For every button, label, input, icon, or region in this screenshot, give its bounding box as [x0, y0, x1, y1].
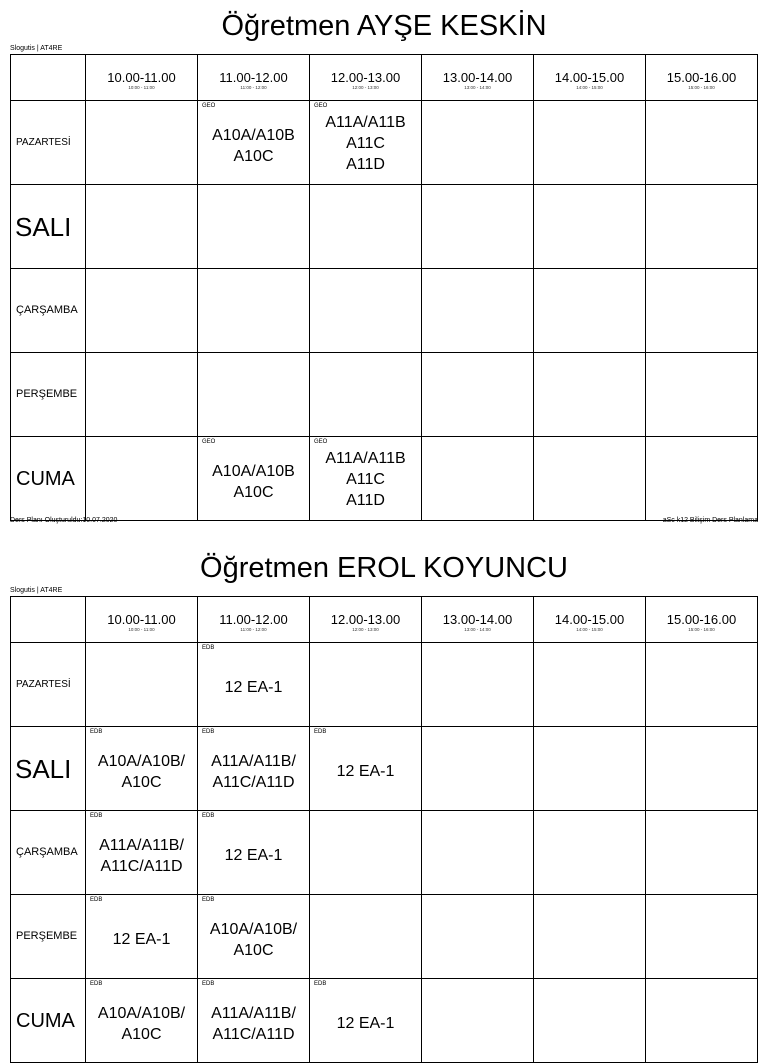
time-slot-header: [422, 597, 534, 643]
class-group: A11C/A11D: [212, 773, 295, 791]
lesson-cell: [646, 185, 758, 269]
day-cell: [11, 269, 86, 353]
class-group: A11A/A11B: [325, 450, 406, 467]
time-slot-sublabel: 12:00 - 13:00: [352, 627, 379, 632]
lesson-cell: [422, 643, 534, 727]
lesson-cell: [422, 979, 534, 1063]
lesson-cell: [310, 185, 422, 269]
day-label: SALI: [15, 211, 72, 242]
lesson-cell: [310, 643, 422, 727]
class-group: 12 EA-1: [224, 679, 283, 696]
lesson-cell: [534, 185, 646, 269]
lesson-cell: [646, 895, 758, 979]
day-row: [11, 437, 758, 521]
class-group: A11A/A11B: [325, 114, 406, 131]
lesson-cell: [646, 101, 758, 185]
class-group: A11A/A11B/: [211, 1004, 296, 1022]
day-cell: [11, 643, 86, 727]
time-slot-sublabel: 13:00 - 14:00: [464, 627, 491, 632]
day-label: CUMA: [16, 1009, 75, 1032]
class-group: A11C: [346, 471, 385, 488]
subject-code: EDB: [90, 897, 103, 903]
class-group: 12 EA-1: [336, 763, 395, 780]
lesson-cell: [198, 269, 310, 353]
lesson-cell: [310, 437, 422, 521]
day-row: [11, 895, 758, 979]
class-group: A10A/A10B: [212, 462, 295, 480]
software-credit: aSc k12 Bilişim Ders Planlama: [662, 517, 758, 524]
day-row: [11, 811, 758, 895]
class-group: A11C/A11D: [100, 857, 183, 875]
time-slot-header: [198, 55, 310, 101]
time-slot-label: 12.00-13.00: [330, 612, 401, 627]
day-label: PERŞEMBE: [16, 388, 78, 400]
lesson-cell: [86, 269, 198, 353]
class-group: 12 EA-1: [336, 1015, 395, 1032]
subject-code: GEO: [202, 439, 216, 445]
time-slot-label: 10.00-11.00: [107, 70, 176, 85]
time-slot-label: 11.00-12.00: [219, 612, 288, 627]
day-label: PAZARTESİ: [16, 137, 71, 148]
lesson-cell: [422, 727, 534, 811]
lesson-cell: [86, 101, 198, 185]
lesson-cell: [86, 727, 198, 811]
lesson-cell: [86, 979, 198, 1063]
class-group: A11D: [346, 156, 385, 173]
corner-cell: [11, 55, 86, 101]
class-group: A10A/A10B/: [209, 920, 298, 938]
class-group: A10C: [233, 941, 274, 959]
subject-code: EDB: [314, 981, 327, 987]
lesson-cell: [86, 185, 198, 269]
time-slot-label: 10.00-11.00: [107, 612, 176, 627]
lesson-cell: [86, 437, 198, 521]
subject-code: EDB: [202, 645, 215, 651]
day-cell: [11, 101, 86, 185]
lesson-cell: [86, 353, 198, 437]
lesson-cell: [422, 185, 534, 269]
subject-code: EDB: [314, 729, 327, 735]
class-group: A10A/A10B/: [97, 752, 186, 770]
time-slot-label: 14.00-15.00: [554, 612, 625, 627]
class-group: A10C: [121, 1025, 162, 1043]
day-cell: [11, 895, 86, 979]
lesson-cell: [534, 979, 646, 1063]
day-row: [11, 353, 758, 437]
day-row: [11, 185, 758, 269]
class-group: A11D: [346, 492, 385, 509]
subject-code: EDB: [202, 813, 215, 819]
day-label: ÇARŞAMBA: [16, 846, 78, 858]
subject-code: EDB: [90, 813, 103, 819]
lesson-cell: [198, 353, 310, 437]
time-slot-header: [422, 55, 534, 101]
lesson-cell: [534, 353, 646, 437]
lesson-cell: [198, 643, 310, 727]
lesson-cell: [422, 811, 534, 895]
time-slot-label: 14.00-15.00: [554, 70, 625, 85]
time-slot-label: 13.00-14.00: [442, 612, 513, 627]
subject-code: EDB: [202, 729, 215, 735]
time-slot-label: 12.00-13.00: [330, 70, 401, 85]
lesson-cell: [422, 895, 534, 979]
lesson-cell: [310, 979, 422, 1063]
class-group: 12 EA-1: [224, 847, 283, 864]
time-slot-header: [646, 597, 758, 643]
time-slot-sublabel: 15:00 - 16:00: [688, 85, 715, 90]
day-row: [11, 727, 758, 811]
time-slot-sublabel: 14:00 - 15:00: [576, 85, 603, 90]
lesson-cell: [534, 727, 646, 811]
lesson-cell: [310, 895, 422, 979]
lesson-cell: [646, 353, 758, 437]
lesson-cell: [86, 643, 198, 727]
lesson-cell: [534, 101, 646, 185]
time-slot-sublabel: 10:00 - 11:00: [128, 85, 155, 90]
day-cell: [11, 437, 86, 521]
time-slot-label: 13.00-14.00: [442, 70, 513, 85]
day-row: [11, 101, 758, 185]
lesson-cell: [198, 727, 310, 811]
lesson-cell: [198, 437, 310, 521]
time-slot-header: [86, 55, 198, 101]
lesson-cell: [198, 811, 310, 895]
teacher-title: Öğretmen EROL KOYUNCU: [200, 552, 568, 584]
subject-code: GEO: [202, 103, 216, 109]
class-group: A11A/A11B/: [99, 836, 184, 854]
lesson-cell: [646, 811, 758, 895]
lesson-cell: [310, 269, 422, 353]
lesson-cell: [310, 101, 422, 185]
day-cell: [11, 811, 86, 895]
header-row: [11, 597, 758, 643]
lesson-cell: [198, 185, 310, 269]
day-label: PERŞEMBE: [16, 930, 78, 942]
teacher-title: Öğretmen AYŞE KESKİN: [221, 10, 547, 42]
lesson-cell: [646, 979, 758, 1063]
lesson-cell: [534, 811, 646, 895]
day-label: SALI: [15, 753, 72, 784]
time-slot-sublabel: 15:00 - 16:00: [688, 627, 715, 632]
time-slot-sublabel: 10:00 - 11:00: [128, 627, 155, 632]
lesson-cell: [534, 269, 646, 353]
lesson-cell: [422, 353, 534, 437]
time-slot-header: [534, 597, 646, 643]
lesson-cell: [422, 101, 534, 185]
lesson-cell: [646, 727, 758, 811]
day-cell: [11, 727, 86, 811]
day-label: PAZARTESİ: [16, 679, 71, 690]
day-row: [11, 269, 758, 353]
time-slot-header: [534, 55, 646, 101]
time-slot-sublabel: 13:00 - 14:00: [464, 85, 491, 90]
day-cell: [11, 353, 86, 437]
timetable-grid: [10, 54, 758, 521]
time-slot-header: [86, 597, 198, 643]
day-row: [11, 979, 758, 1063]
day-row: [11, 643, 758, 727]
class-group: A11C/A11D: [212, 1025, 295, 1043]
time-slot-sublabel: 11:00 - 12:00: [240, 85, 267, 90]
lesson-cell: [534, 895, 646, 979]
time-slot-sublabel: 14:00 - 15:00: [576, 627, 603, 632]
time-slot-label: 15.00-16.00: [666, 70, 737, 85]
time-slot-label: 11.00-12.00: [219, 70, 288, 85]
day-cell: [11, 979, 86, 1063]
class-group: A10C: [121, 773, 162, 791]
time-slot-header: [646, 55, 758, 101]
subject-code: EDB: [202, 981, 215, 987]
lesson-cell: [646, 269, 758, 353]
lesson-cell: [534, 643, 646, 727]
lesson-cell: [534, 437, 646, 521]
time-slot-header: [310, 55, 422, 101]
time-slot-sublabel: 12:00 - 13:00: [352, 85, 379, 90]
time-slot-label: 15.00-16.00: [666, 612, 737, 627]
day-label: ÇARŞAMBA: [16, 304, 78, 316]
day-cell: [11, 185, 86, 269]
lesson-cell: [422, 269, 534, 353]
class-group: A11A/A11B/: [211, 752, 296, 770]
created-date: Ders Planı Oluşturuldu:10.07.2020: [10, 517, 118, 524]
subject-code: EDB: [90, 729, 103, 735]
time-slot-header: [310, 597, 422, 643]
class-group: A10A/A10B: [212, 126, 295, 144]
subject-code: EDB: [90, 981, 103, 987]
lesson-cell: [422, 437, 534, 521]
lesson-cell: [646, 437, 758, 521]
subject-code: GEO: [314, 439, 328, 445]
lesson-cell: [86, 895, 198, 979]
time-slot-header: [198, 597, 310, 643]
lesson-cell: [310, 727, 422, 811]
lesson-cell: [310, 811, 422, 895]
school-label: Slogutis | AT4RE: [10, 45, 63, 52]
class-group: A11C: [346, 135, 385, 152]
timetable-grid: [10, 596, 758, 1063]
subject-code: GEO: [314, 103, 328, 109]
corner-cell: [11, 597, 86, 643]
class-group: A10A/A10B/: [97, 1004, 186, 1022]
lesson-cell: [310, 353, 422, 437]
time-slot-sublabel: 11:00 - 12:00: [240, 627, 267, 632]
lesson-cell: [86, 811, 198, 895]
lesson-cell: [198, 895, 310, 979]
lesson-cell: [646, 643, 758, 727]
lesson-cell: [198, 101, 310, 185]
class-group: A10C: [233, 483, 274, 501]
day-label: CUMA: [16, 467, 75, 490]
school-label: Slogutis | AT4RE: [10, 587, 63, 594]
lesson-cell: [198, 979, 310, 1063]
class-group: A10C: [233, 147, 274, 165]
subject-code: EDB: [202, 897, 215, 903]
class-group: 12 EA-1: [112, 931, 171, 948]
header-row: [11, 55, 758, 101]
